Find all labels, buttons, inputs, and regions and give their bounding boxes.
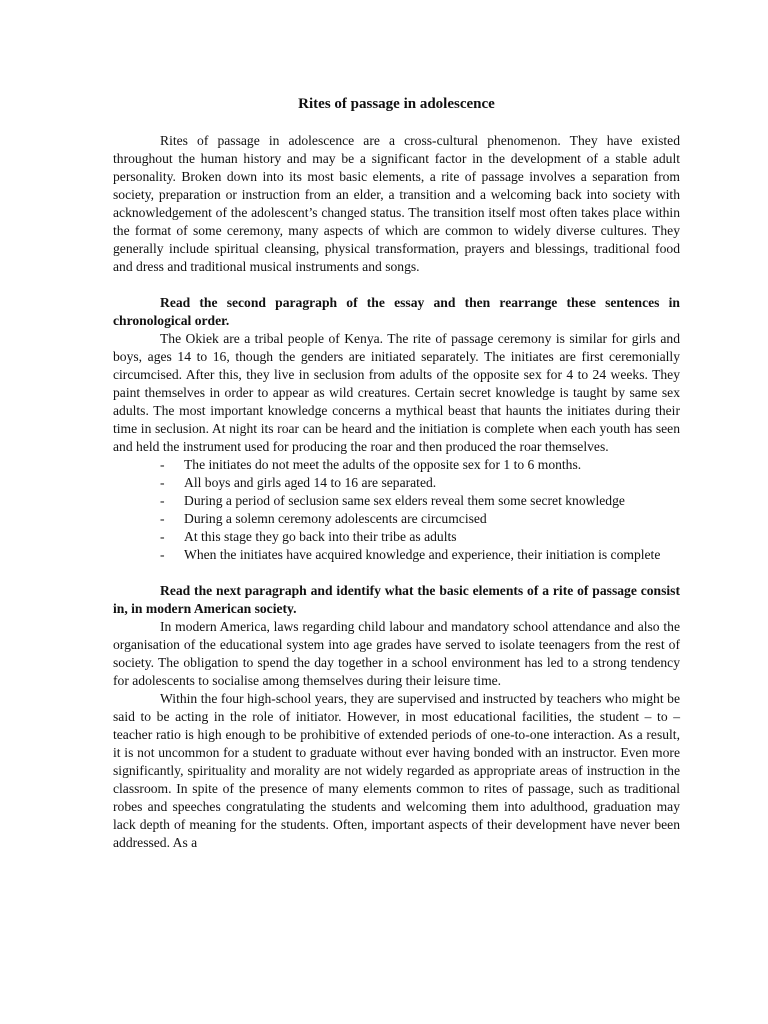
list-marker: - — [160, 547, 165, 562]
document-body — [113, 94, 680, 852]
america-paragraph-2: Within the four high-school years, they are supervised and instructed by teachers who might be said to be acting in the role of initiator. However, in most educational facilities, the student – to – teacher ratio is high enough to be prohibitive of extended periods of one-to-one interaction. As a result, it is not uncommon for a student to graduate without ever having bonded with an instructor. Even more significantly, spirituality and morality are not widely regarded as appropriate areas of instruction in the classroom. In spite of the presence of many elements common to rites of passage, such as traditional robes and speeches congratulating the students and welcoming them into adulthood, graduation may lack depth of meaning for the students. Often, important aspects of their development have never been addressed. As a — [113, 691, 680, 850]
intro-paragraph: Rites of passage in adolescence are a cross-cultural phenomenon. They have existed throughout the human history and may be a significant factor in the development of a stable adult personality. Broken down into its most basic elements, a rite of passage involves a separation from society, preparation or instruction from an elder, a transition and a welcoming back into society with acknowledgement of the adolescent’s changed status. The transition itself most often takes place within the format of some ceremony, many aspects of which are common to widely diverse cultures. They generally include spiritual cleansing, physical transformation, prayers and blessings, traditional food and dress and traditional musical instruments and songs. — [113, 133, 680, 274]
list-item-text: When the initiates have acquired knowledge and experience, their initiation is complete — [184, 547, 661, 562]
okiek-paragraph: The Okiek are a tribal people of Kenya. The rite of passage ceremony is similar for girls and boys, ages 14 to 16, though the genders are initiated separately. The initiates are first ceremonially circumcised. After this, they live in seclusion from adults of the opposite sex for 4 to 24 weeks. They paint themselves in order to appear as wild creatures. Certain secret knowledge is taught by same sex adults. The most important knowledge concerns a mythical beast that haunts the initiates during their time in seclusion. At night its roar can be heard and the initiation is complete when each youth has seen and held the instrument used for producing the roar and then produced the roar themselves. — [113, 331, 680, 454]
list-item-text: During a solemn ceremony adolescents are circumcised — [184, 511, 487, 526]
sentence-list — [113, 456, 680, 564]
task-instruction-2: Read the next paragraph and identify what the basic elements of a rite of passage consist in, in modern American society. — [113, 583, 680, 616]
list-marker: - — [160, 511, 165, 526]
list-item-text: At this stage they go back into their tribe as adults — [184, 529, 457, 544]
america-paragraph-1: In modern America, laws regarding child labour and mandatory school attendance and also the organisation of the educational system into age grades have served to isolate teenagers from the rest of society. The obligation to spend the day together in a school environment has led to a strong tendency for adolescents to socialise among themselves during their leisure time. — [113, 619, 680, 688]
list-marker: - — [160, 493, 165, 508]
list-item-text: All boys and girls aged 14 to 16 are separated. — [184, 475, 437, 490]
list-item-text: During a period of seclusion same sex elders reveal them some secret knowledge — [184, 493, 625, 508]
paragraph-spacer — [113, 276, 680, 294]
list-item — [160, 510, 680, 528]
list-item-text: The initiates do not meet the adults of the opposite sex for 1 to 6 months. — [184, 457, 582, 472]
list-marker: - — [160, 475, 165, 490]
list-marker: - — [160, 457, 165, 472]
task-instruction-1: Read the second paragraph of the essay and then rearrange these sentences in chronological order. — [113, 295, 680, 328]
list-item — [160, 492, 680, 510]
list-item — [160, 474, 680, 492]
list-item — [160, 456, 680, 474]
paragraph-spacer — [113, 564, 680, 582]
document-title: Rites of passage in adolescence — [298, 96, 495, 112]
list-item — [160, 528, 680, 546]
list-item — [160, 546, 680, 564]
list-marker: - — [160, 529, 165, 544]
